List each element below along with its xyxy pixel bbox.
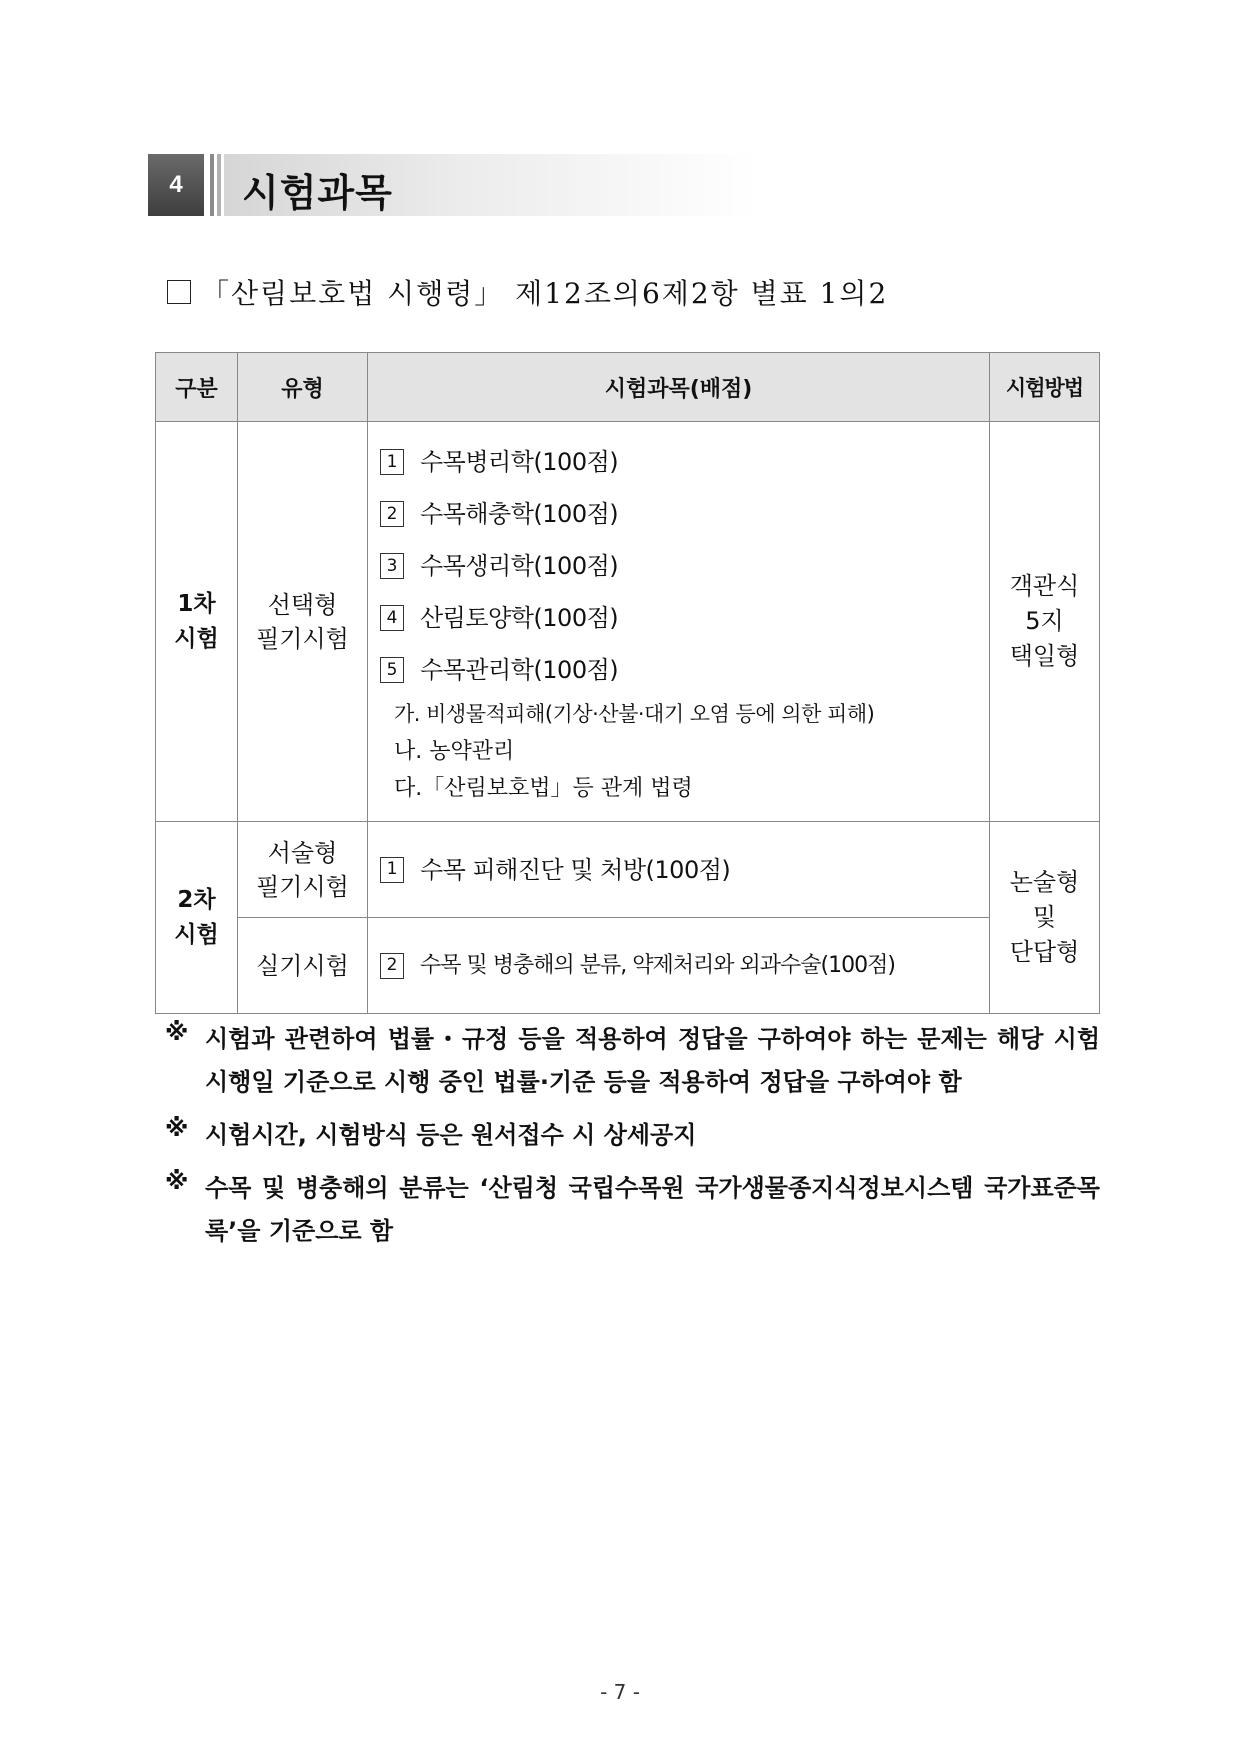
note-item	[165, 1114, 1100, 1157]
note-item	[165, 1018, 1100, 1104]
exam2-type-cell	[238, 822, 368, 918]
exam-subjects-table	[155, 352, 1100, 1014]
exam2-type-cell	[238, 918, 368, 1014]
header-stripe	[210, 154, 214, 216]
subject-item	[380, 644, 989, 696]
header-type: 유형	[238, 353, 368, 422]
header-stripe	[217, 154, 221, 216]
exam2-cell	[156, 822, 238, 1014]
subject-item	[380, 488, 989, 540]
header-method: 시험방법	[990, 353, 1100, 422]
exam2-subject-cell	[368, 918, 990, 1014]
numbered-box-icon: 1	[380, 449, 404, 475]
subject-item	[380, 844, 989, 896]
exam1-method-cell	[990, 422, 1100, 822]
numbered-box-icon: 1	[380, 857, 404, 883]
exam1-type-cell	[238, 422, 368, 822]
note-text: 수목 및 병충해의 분류는 ‘산림청 국립수목원 국가생물종지식정보시스템 국가표준목록’을 기준으로 함	[205, 1174, 1100, 1245]
exam2-type-written: 서술형 필기시험	[256, 838, 349, 901]
subject-text: 수목해충학(100점)	[420, 500, 619, 528]
subject-text: 수목 및 병충해의 분류, 약제처리와 외과수술(100점)	[420, 952, 895, 978]
page-number: - 7 -	[600, 1680, 640, 1704]
reference-mark-icon: ※	[165, 1167, 189, 1195]
subject-text: 수목관리학(100점)	[420, 656, 619, 684]
numbered-box-icon: 3	[380, 553, 404, 579]
subject-subitem: 다.「산림보호법」등 관계 법령	[394, 776, 693, 801]
subject-item	[380, 436, 989, 488]
exam1-method: 객관식 5지 택일형	[1009, 572, 1080, 670]
table-row-exam1	[156, 422, 1100, 822]
exam1-cell	[156, 422, 238, 822]
subject-text: 수목병리학(100점)	[420, 448, 619, 476]
note-text: 시험시간, 시험방식 등은 원서접수 시 상세공지	[205, 1121, 697, 1149]
exam1-type: 선택형 필기시험	[256, 590, 349, 653]
subject-item	[380, 592, 989, 644]
reference-text: 「산림보호법 시행령」 제12조의6제2항 별표 1의2	[201, 277, 889, 310]
note-item	[165, 1167, 1100, 1253]
table-row-exam2-written	[156, 822, 1100, 918]
exam2-subject-cell	[368, 822, 990, 918]
exam2-label: 2차 시험	[174, 886, 219, 948]
reference-line	[167, 272, 888, 312]
section-header	[148, 154, 758, 216]
numbered-box-icon: 5	[380, 657, 404, 683]
checkbox-square-icon	[167, 280, 191, 304]
section-number: 4	[148, 154, 204, 216]
numbered-box-icon: 2	[380, 501, 404, 527]
numbered-box-icon: 2	[380, 953, 404, 979]
exam2-type-practical: 실기시험	[256, 951, 349, 980]
note-text: 시험과 관련하여 법률・규정 등을 적용하여 정답을 구하여야 하는 문제는 해당 시험시행일 기준으로 시행 중인 법률·기준 등을 적용하여 정답을 구하여야 함	[205, 1025, 1100, 1096]
section-title: 시험과목	[242, 171, 393, 215]
notes-section	[165, 1018, 1100, 1263]
exam1-label: 1차 시험	[174, 590, 219, 652]
exam1-subjects-cell	[368, 422, 990, 822]
subject-item	[380, 540, 989, 592]
reference-mark-icon: ※	[165, 1114, 189, 1142]
numbered-box-icon: 4	[380, 605, 404, 631]
subject-subitem: 나. 농약관리	[394, 739, 515, 764]
table-row-exam2-practical	[156, 918, 1100, 1014]
table-header-row	[156, 353, 1100, 422]
subject-subitem: 가. 비생물적피해(기상·산불·대기 오염 등에 의한 피해)	[394, 702, 875, 726]
exam2-method-cell	[990, 822, 1100, 1014]
subject-item	[380, 940, 989, 992]
header-category: 구분	[156, 353, 238, 422]
header-subjects: 시험과목(배점)	[368, 353, 990, 422]
exam2-method: 논술형 및 단답형	[1009, 868, 1080, 966]
subject-text: 수목생리학(100점)	[420, 552, 619, 580]
reference-mark-icon: ※	[165, 1018, 189, 1046]
subject-text: 산림토양학(100점)	[420, 604, 619, 632]
subject-text: 수목 피해진단 및 처방(100점)	[420, 855, 731, 884]
